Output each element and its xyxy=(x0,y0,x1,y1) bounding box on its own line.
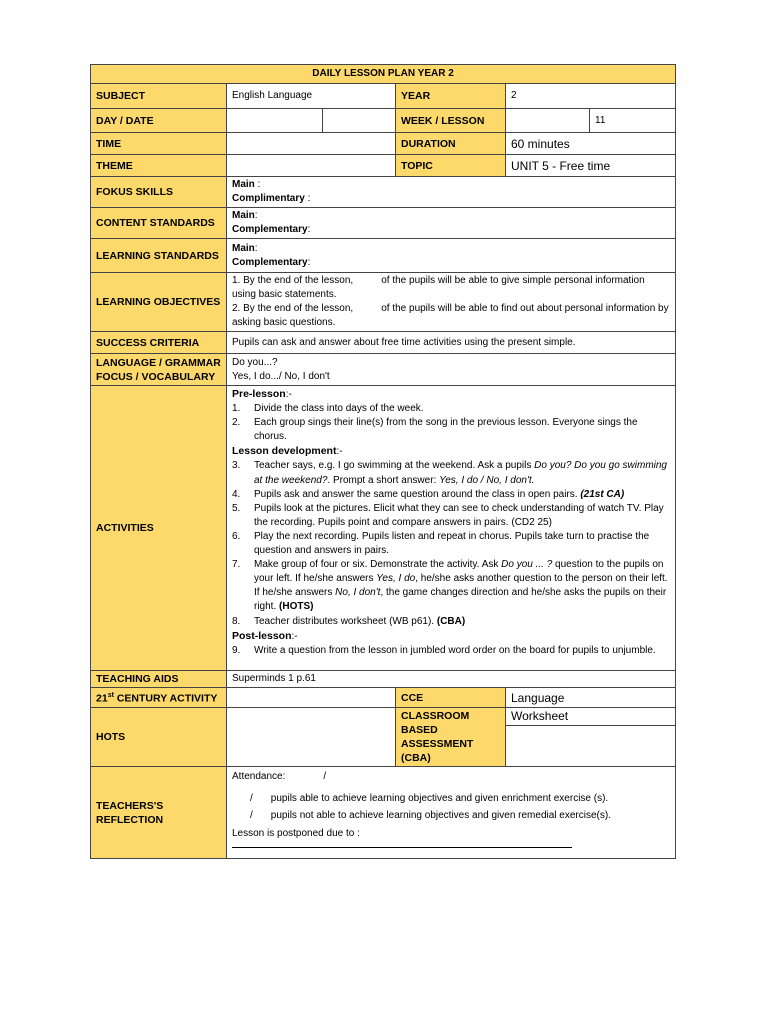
postponed-line: Lesson is postponed due to : xyxy=(232,828,360,839)
teaching-aids-value[interactable]: Superminds 1 p.61 xyxy=(227,671,676,688)
hots-label: HOTS xyxy=(91,708,227,767)
content-standards-label: CONTENT STANDARDS xyxy=(91,208,227,239)
century-activity-label: 21st CENTURY ACTIVITY xyxy=(91,688,227,708)
fokus-skills-value[interactable] xyxy=(227,177,676,208)
fokus-comp-label: Complimentary xyxy=(232,193,305,204)
reflection-value[interactable] xyxy=(227,767,676,859)
learning-main-label: Main xyxy=(232,242,255,254)
day-date-label: DAY / DATE xyxy=(91,109,227,133)
lesson-value[interactable]: 11 xyxy=(590,109,676,133)
duration-label: DURATION xyxy=(396,133,506,155)
learning-main-sep: : xyxy=(254,242,258,254)
learning-comp-sep: : xyxy=(307,256,311,268)
cce-value[interactable]: Language xyxy=(506,688,676,708)
activity-item-2: 2. Each group sings their line(s) from the song in the previous lesson. Everyone sings the chorus. xyxy=(232,417,638,443)
year-value[interactable]: 2 xyxy=(506,84,676,109)
learning-comp-label: Complementary xyxy=(232,256,308,268)
cce-label: CCE xyxy=(396,688,506,708)
fokus-comp-sep: : xyxy=(304,193,311,204)
activity-item-9: 9. Write a question from the lesson in jumbled word order on the board for pupils to unjumble. xyxy=(232,644,656,656)
day-value[interactable] xyxy=(227,109,323,133)
content-main-sep: : xyxy=(254,210,258,221)
subject-value[interactable]: English Language xyxy=(227,84,396,109)
time-label: TIME xyxy=(91,133,227,155)
theme-label: THEME xyxy=(91,155,227,177)
success-criteria-value[interactable]: Pupils can ask and answer about free time activities using the present simple. xyxy=(227,332,676,354)
date-value[interactable] xyxy=(323,109,396,133)
teaching-aids-label: TEACHING AIDS xyxy=(91,671,227,688)
activity-item-5: 5. Pupils look at the pictures. Elicit what they can see to check understanding of watch TV. Play the recording. Pupils point and compare answers in pairs. (CD2 25) xyxy=(232,502,664,528)
page-title: DAILY LESSON PLAN YEAR 2 xyxy=(91,65,676,84)
hots-value[interactable] xyxy=(227,708,396,767)
activity-item-4: 4. Pupils ask and answer the same question around the class in open pairs. (21st CA) xyxy=(232,488,625,500)
post-lesson-heading: Post-lesson:- xyxy=(232,629,298,642)
content-comp-sep: : xyxy=(307,224,311,235)
learning-standards-value[interactable] xyxy=(227,239,676,273)
activity-item-3: 3. Teacher says, e.g. I go swimming at the weekend. Ask a pupils Do you? Do you go swimming at the weekend?. Prompt a short answer: Yes, I do / No, I don't. xyxy=(232,460,667,486)
duration-value[interactable]: 60 minutes xyxy=(506,133,676,155)
success-criteria-label: SUCCESS CRITERIA xyxy=(91,332,227,354)
learning-standards-label: LEARNING STANDARDS xyxy=(91,239,227,273)
content-main-label: Main xyxy=(232,210,255,221)
century-activity-value[interactable] xyxy=(227,688,396,708)
theme-value[interactable] xyxy=(227,155,396,177)
development-heading: Lesson development:- xyxy=(232,445,343,458)
fokus-main-sep: : xyxy=(254,179,261,190)
week-lesson-label: WEEK / LESSON xyxy=(396,109,506,133)
activity-item-1: 1. Divide the class into days of the week. xyxy=(232,403,424,415)
pre-lesson-heading: Pre-lesson:- xyxy=(232,388,292,400)
week-value[interactable] xyxy=(506,109,590,133)
activity-item-7: 7. Make group of four or six. Demonstrate the activity. Ask Do you ... ? question to the pupils on your left. If he/she answers Yes, I do, he/she asks another question to the person on their left. If he/she answers No, I don't, the game changes direction and he/she asks the pupils on their right. (HOTS) xyxy=(232,559,668,613)
objective-1: 1. By the end of the lesson, of the pupils will be able to give simple personal information using basic statements. xyxy=(232,275,645,300)
postponed-blank-line[interactable] xyxy=(232,841,572,848)
activities-label: ACTIVITIES xyxy=(91,386,227,671)
fokus-main-label: Main xyxy=(232,179,255,190)
topic-label: TOPIC xyxy=(396,155,506,177)
activities-value[interactable] xyxy=(227,386,676,671)
lesson-plan-table xyxy=(90,64,676,859)
learning-objectives-label: LEARNING OBJECTIVES xyxy=(91,273,227,332)
language-focus-label: LANGUAGE / GRAMMAR FOCUS / VOCABULARY xyxy=(91,354,227,386)
language-focus-value[interactable]: Do you...? Yes, I do.../ No, I don't xyxy=(227,354,676,386)
attendance-line: Attendance: / xyxy=(232,771,327,782)
fokus-skills-label: FOKUS SKILLS xyxy=(91,177,227,208)
reflection-line-1: / pupils able to achieve learning objectives and given enrichment exercise (s). xyxy=(250,793,609,804)
cba-value[interactable]: Worksheet xyxy=(506,708,676,767)
activity-item-6: 6. Play the next recording. Pupils listen and repeat in chorus. Pupils take turn to practise the question and answers in pairs. xyxy=(232,530,650,557)
cba-label: CLASSROOM BASED ASSESSMENT (CBA) xyxy=(396,708,506,767)
content-standards-value[interactable] xyxy=(227,208,676,239)
learning-objectives-value[interactable] xyxy=(227,273,676,332)
subject-label: SUBJECT xyxy=(91,84,227,109)
time-value[interactable] xyxy=(227,133,396,155)
year-label: YEAR xyxy=(396,84,506,109)
objective-2: 2. By the end of the lesson, of the pupils will be able to find out about personal information by asking basic questions. xyxy=(232,303,669,328)
topic-value[interactable]: UNIT 5 - Free time xyxy=(506,155,676,177)
content-comp-label: Complementary xyxy=(232,224,308,235)
reflection-line-2: / pupils not able to achieve learning objectives and given remedial exercise(s). xyxy=(250,810,611,821)
reflection-label: TEACHERS'S REFLECTION xyxy=(91,767,227,859)
activity-item-8: 8. Teacher distributes worksheet (WB p61). (CBA) xyxy=(232,615,466,627)
